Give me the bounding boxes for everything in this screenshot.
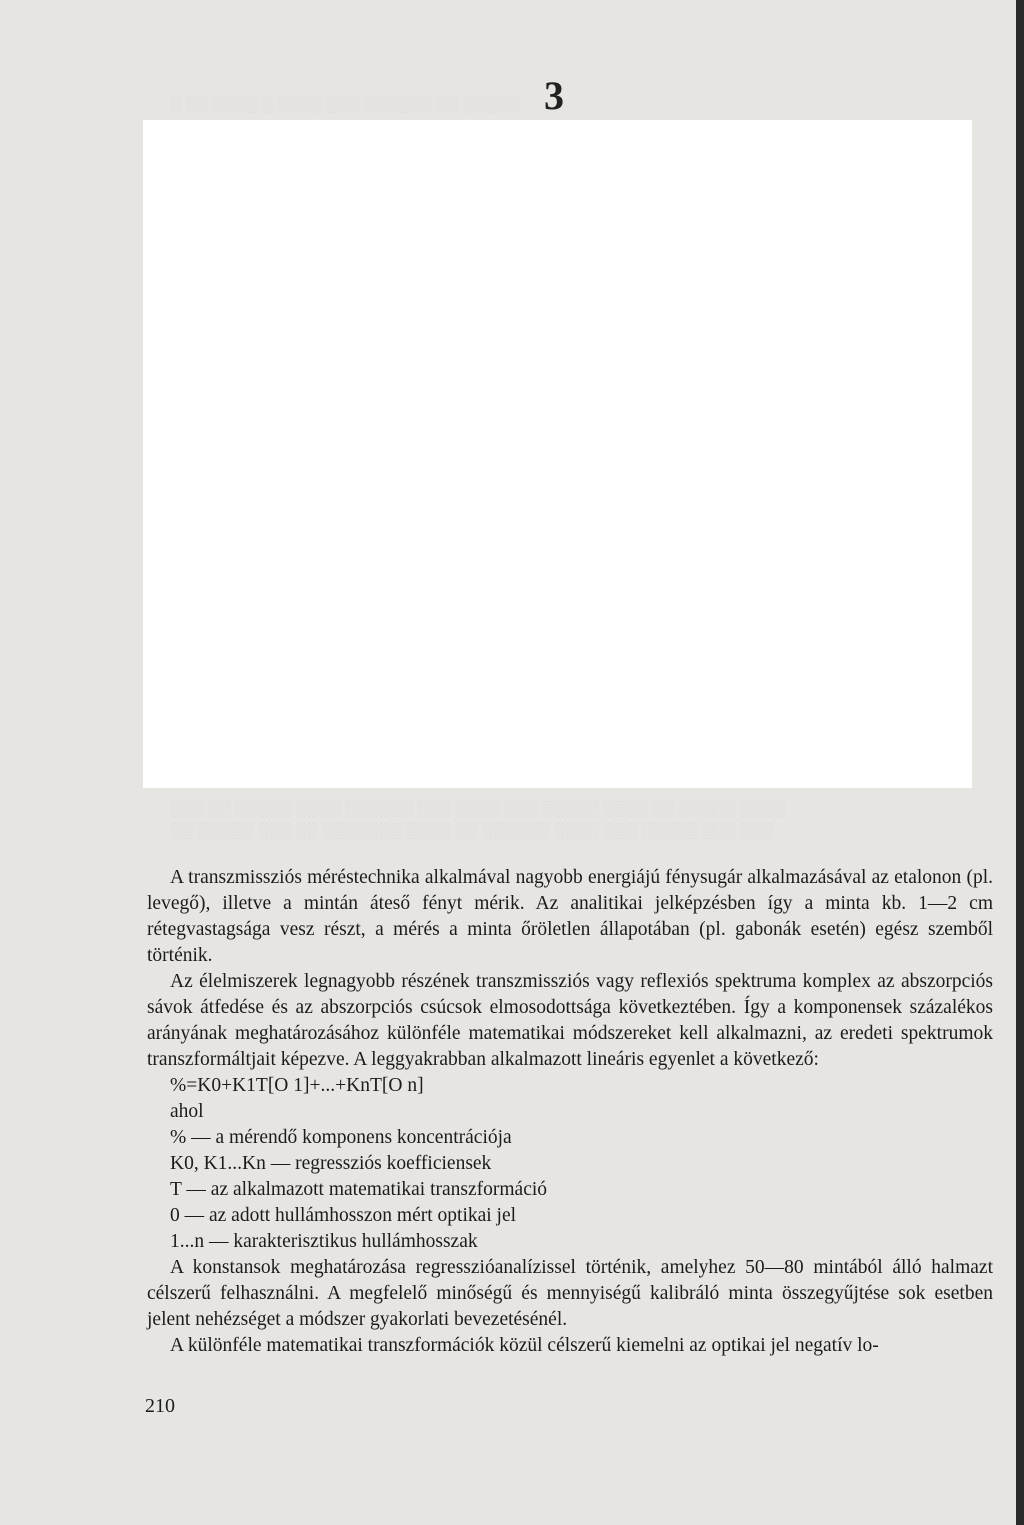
paragraph-transformations: A különféle matematikai transzformációk közül célszerű kiemelni az optikai jel negatív lo- xyxy=(170,1335,879,1356)
formula: %=K0+K1T[O 1]+...+KnT[O n] xyxy=(170,1075,424,1096)
page-number: 210 xyxy=(145,1395,175,1417)
where-label: ahol xyxy=(170,1101,204,1122)
paragraph-transmission: A transzmissziós méréstechnika alkalmával nagyobb energiájú fénysugár alkalmazásával az etalonon (pl. levegő), illetve a mintán áteső fényt mérik. Az analitikai jelképzésben így a minta kb. 1—2 cm rétegvastagsága vesz részt, a mérés a minta őröletlen állapotában (pl. gabonák esetén) egész szemből történik. xyxy=(147,867,993,966)
definition-line: 0 — az adott hullámhosszon mért optikai jel xyxy=(170,1205,517,1226)
bleed-through-text: ░░░ ░░ ░░░░░ ░░░░ ░░░░░░ ░░░ ░░░░ ░░░ ░░░░░ ░░░░ ░░ ░░░░░ ░░░░ xyxy=(170,800,785,817)
bleed-through-text: ░░ ░░░░░ ░░░ ░░ ░░░░░░░ ░░░░ ░░ ░░░░░░ ░░░░ ░░░ ░░░░░ ░░░ ░░░ xyxy=(170,822,774,839)
body-text xyxy=(147,865,993,1359)
page-edge-shadow xyxy=(1016,0,1024,1525)
bleed-through-text: ░ ░░ ░░░░ ░ ░░░░ ░░░ ░░░░░░ ░░ ░░░░░ xyxy=(170,96,520,113)
paragraph-constants: A konstansok meghatározása regresszióanalízissel történik, amelyhez 50—80 mintából álló halmazt célszerű felhasználni. A megfelelő minőségű és mennyiségű kalibráló minta összegyűjtése sok esetben jelent nehézséget a módszer gyakorlati bevezetésénél. xyxy=(147,1257,993,1330)
definition-line: K0, K1...Kn — regressziós koefficiensek xyxy=(170,1153,492,1174)
chapter-marker: 3 xyxy=(544,73,564,118)
figure-area xyxy=(143,120,972,788)
definition-line: % — a mérendő komponens koncentrációja xyxy=(170,1127,512,1148)
paragraph-spectra: Az élelmiszerek legnagyobb részének transzmissziós vagy reflexiós spektruma komplex az abszorpciós sávok átfedése és az abszorpciós csúcsok elmosodottsága következtében. Így a komponensek százalékos arányának meghatározásához különféle matematikai módszereket kell alkalmazni, az eredeti spektrumok transzformáltjait képezve. A leggyakrabban alkalmazott lineáris egyenlet a következő: xyxy=(147,971,993,1070)
definition-line: T — az alkalmazott matematikai transzformáció xyxy=(170,1179,548,1200)
definition-line: 1...n — karakterisztikus hullámhosszak xyxy=(170,1231,478,1252)
